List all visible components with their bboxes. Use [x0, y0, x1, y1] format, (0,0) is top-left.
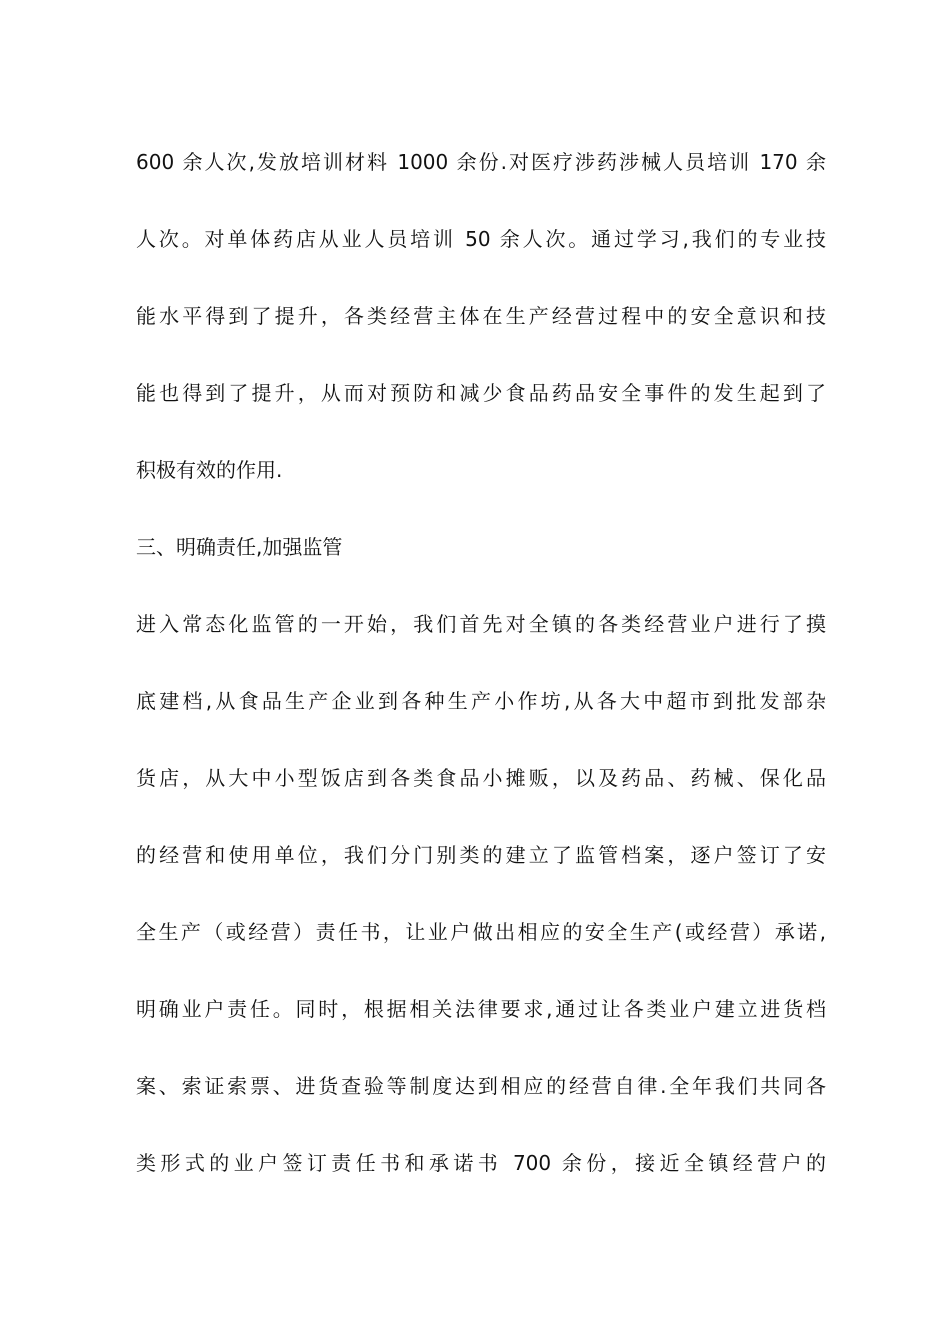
document-body: [136, 142, 826, 1220]
paragraph-line: 进入常态化监管的一开始，我们首先对全镇的各类经营业户进行了摸: [136, 612, 826, 636]
paragraph-line: 积极有效的作用.: [136, 458, 283, 482]
paragraph-line: 底建档,从食品生产企业到各种生产小作坊,从各大中超市到批发部杂: [136, 689, 826, 713]
paragraph-line: 明确业户责任。同时，根据相关法律要求,通过让各类业户建立进货档: [136, 997, 826, 1021]
paragraph-line: 能也得到了提升，从而对预防和减少食品药品安全事件的发生起到了: [136, 381, 826, 405]
paragraph-line: 人次。对单体药店从业人员培训 50 余人次。通过学习,我们的专业技: [136, 227, 826, 251]
paragraph-line: 能水平得到了提升，各类经营主体在生产经营过程中的安全意识和技: [136, 304, 826, 328]
section-heading: 三、明确责任,加强监管: [136, 535, 343, 559]
paragraph-line: 类形式的业户签订责任书和承诺书 700 余份，接近全镇经营户的: [136, 1151, 826, 1175]
paragraph-line: 案、索证索票、进货查验等制度达到相应的经营自律.全年我们共同各: [136, 1074, 826, 1098]
paragraph-line: 600 余人次,发放培训材料 1000 余份.对医疗涉药涉械人员培训 170 余: [136, 150, 826, 174]
paragraph-line: 货店，从大中小型饭店到各类食品小摊贩，以及药品、药械、保化品: [136, 766, 826, 790]
paragraph-line: 全生产（或经营）责任书，让业户做出相应的安全生产(或经营）承诺,: [136, 920, 826, 944]
paragraph-line: 的经营和使用单位，我们分门别类的建立了监管档案，逐户签订了安: [136, 843, 826, 867]
